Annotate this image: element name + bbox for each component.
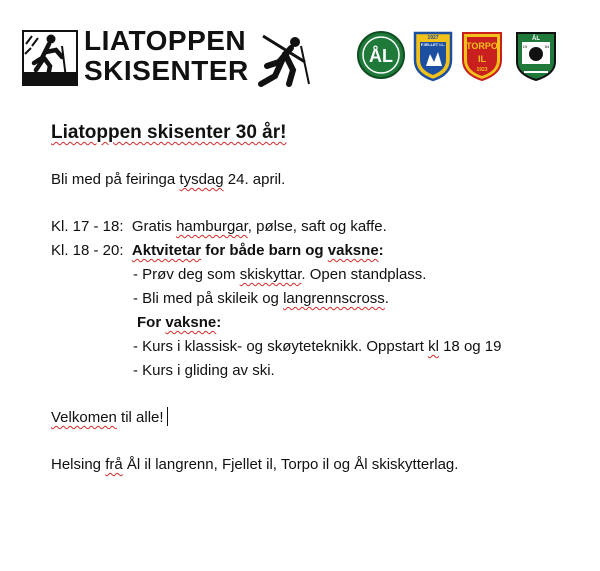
torpo-year: 1923 <box>476 67 488 73</box>
club-logo-al-skiskytterlag <box>514 30 558 82</box>
activity-bullet-2: - Bli med på skileik og langrennscross. <box>133 290 389 307</box>
text-cursor <box>167 407 168 426</box>
al-emblem-text: ÅL <box>369 46 393 66</box>
brand-line-2: SKISENTER <box>84 55 249 86</box>
brand-name <box>84 26 249 86</box>
doc-title: Liatoppen skisenter 30 år! <box>51 122 287 143</box>
torpo-name: TORPO <box>466 41 498 51</box>
club-logo-fjellet <box>412 30 454 82</box>
torpo-shield-icon <box>460 30 504 82</box>
letterhead <box>0 0 600 100</box>
adults-heading: For vaksne: <box>137 314 222 331</box>
schedule-line-1: Kl. 17 - 18: Gratis hamburgar, pølse, saft og kaffe. <box>51 218 387 235</box>
club-logo-al <box>356 30 406 80</box>
welcome-line[interactable]: Velkomen til alle! <box>51 406 571 430</box>
fjellet-shield-icon <box>412 30 454 82</box>
activity-bullet-4: - Kurs i gliding av ski. <box>133 362 275 379</box>
al-emblem-icon <box>356 30 406 80</box>
club-logo-torpo <box>460 30 504 82</box>
al-skiskytterlag-year-left: 19 <box>522 44 528 49</box>
closing-line: Helsing frå Ål il langrenn, Fjellet il, Torpo il og Ål skiskytterlag. <box>51 456 459 473</box>
intro-line: Bli med på feiringa tysdag 24. april. <box>51 171 286 188</box>
activity-bullet-1: - Prøv deg som skiskyttar. Open standplass. <box>133 266 427 283</box>
document-body <box>51 120 571 477</box>
fjellet-name: FJELLET I.L. <box>420 42 446 47</box>
time-18-20: Kl. 18 - 20: <box>51 242 124 259</box>
fjellet-year: 1927 <box>427 35 439 41</box>
brand-line-1: LIATOPPEN <box>84 25 247 56</box>
time-17-18: Kl. 17 - 18: <box>51 218 124 235</box>
schedule-line-2: Kl. 18 - 20: Aktvitetar for både barn og vaksne: <box>51 242 384 259</box>
activity-bullet-3: - Kurs i klassisk- og skøyteteknikk. Oppstart kl 18 og 19 <box>133 338 502 355</box>
liatoppen-skier-logo-icon <box>22 30 78 86</box>
skier-silhouette-icon <box>255 32 313 88</box>
al-skiskytterlag-shield-icon <box>514 30 558 82</box>
torpo-il: IL <box>478 54 486 64</box>
al-skiskytterlag-year-right: 84 <box>544 44 550 49</box>
al-skiskytterlag-text: ÅL <box>532 36 540 42</box>
